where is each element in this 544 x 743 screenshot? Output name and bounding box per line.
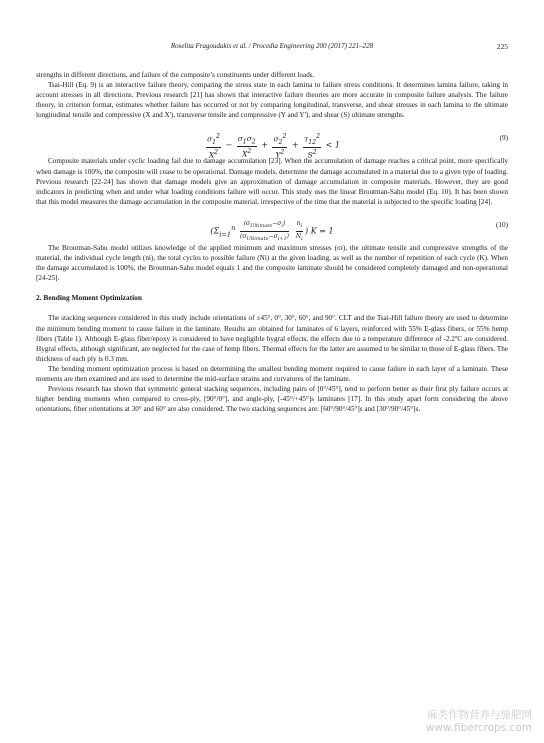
watermark-url: www.fibercrops.com (425, 722, 532, 734)
article-body (36, 70, 508, 414)
page-header (36, 42, 508, 54)
paragraph-broutman: The Broutman-Sahu model utilizes knowledge of the applied minimum and maximum stresses (σi), the ultimate tensile and compressive strengths of the material, the individual cycle length (ni), the total cycles to possible failure (Ni) at the given loading, as well as the number of repetition of each cycle (K). When the damage accumulated is 100%, the Broutman-Sahu model equals 1 and the composite laminate should be considered completely damaged and non-operational [24-25]. (36, 243, 508, 283)
page-number: 225 (496, 42, 508, 51)
paragraph: strengths in different directions, and failure of the composite’s constituents under different loads. (36, 71, 315, 79)
paragraph-previous-research: Previous research has shown that symmetric general stacking sequences, including pairs of [0°/45°], tend to perform better as their first ply failure occurs at higher bending moments when compared to cross-ply, [90°/0°], and angle-ply, [-45°/+45°]s laminates [17]. In this study apart form considering the above orientations, fiber orientations at 30° and 60° are also considered. The two stacking sequences are: [60°/90°/45°]s and [30°/90°/45°]s. (36, 385, 508, 414)
section-heading: 2. Bending Moment Optimization (36, 293, 142, 303)
equation-9 (36, 126, 508, 160)
paragraph-tsai-hill: Tsai-Hill (Eq. 9) is an interactive failure theory, comparing the stress state in each lamina to failure stress conditions. It determines lamina failure, taking in account stresses in all directions. Previous research [21] has shown that interactive failure theories are more accurate in composite failure analysis. The failure theory, in criterion format, estimates whether failure has occurred or not by comparing longitudinal, transverse, and shear stresses in each lamina to the ultimate longitudinal tensile and compressive (X and X'), transverse tensile and compressive (Y and Y'), and shear (S) ultimate strengths. (36, 81, 508, 120)
equation-number: (10) (496, 220, 508, 229)
tsai-hill-formula: $\frac{\sigma_1^2}{X^2}$ − $\frac{\sigma_1\sigma_2}{X^2}$ + $\frac{\sigma_2^2}{Y^2}$ + $\frac{\tau_{12}^2}{S^2}$ < 1 (207, 133, 340, 160)
equation-10 (36, 213, 508, 243)
broutman-sahu-formula: ($\Sigma_{i=1}^n$ $\frac{(\sigma_{Ultimate}-\sigma_i)}{(\sigma_{Ultimate}-\sigma_{i+1})}$ $\frac{n_i}{N_i}$ ) K = 1 (210, 219, 334, 243)
paragraph-optimization: The bending moment optimization process is based on determining the smallest bending moment required to cause failure in each layer of a laminate. These moments are then examined and are used to determine the mid-surface strains and curvatures of the laminate. (36, 364, 508, 383)
paragraph-damage: Composite materials under cyclic loading fail due to damage accumulation [23]. When the accumulation of damage reaches a critical point, more specifically when damage is 100%, the composite will cease to be operational. Damage models, determine the damage accumulated in a material due to a given type of loading. Previous research [22-24] has shown that damage models give an approximation of damage accumulation in composite materials. However, they are good indicators in predicting when and under what loading conditions failure will occur. This study uses the linear Broutman-Sahu model (Eq. 10). It has been shown that this model measures the damage accumulation in the composite material, irrespective of the time that the material is subjected to the specific loading [24]. (36, 157, 508, 206)
paragraph-stacking: The stacking sequences considered in this study include orientations of ±45°, 0°, 30°, 60°, and 90°. CLT and the Tsai-Hill failure theory are used to determine the minimum bending moment to cause failure in the laminate. Results are obtained for laminates of 6 layers, reinforced with 55% E-glass fibers, or 55% hemp fibers (Table 1). Although E-glass fiber/epoxy is considered to have negligible hygral effects, the effects due to a temperature difference of -2.2ºC are considered. Hygral effects, although significant, are neglected for the case of hemp fibers. Thermal effects for the latter are assumed to be similar to those of E-glass fibers. The thickness of each ply is 0.3 mm. (36, 314, 508, 363)
equation-number: (9) (499, 134, 508, 143)
watermark (426, 709, 532, 735)
watermark-line: 麻类作物营养与施肥网 (427, 709, 532, 721)
running-title: Roselita Fragoudakis et al. / Procedia Engineering 200 (2017) 221–228 (170, 42, 374, 50)
